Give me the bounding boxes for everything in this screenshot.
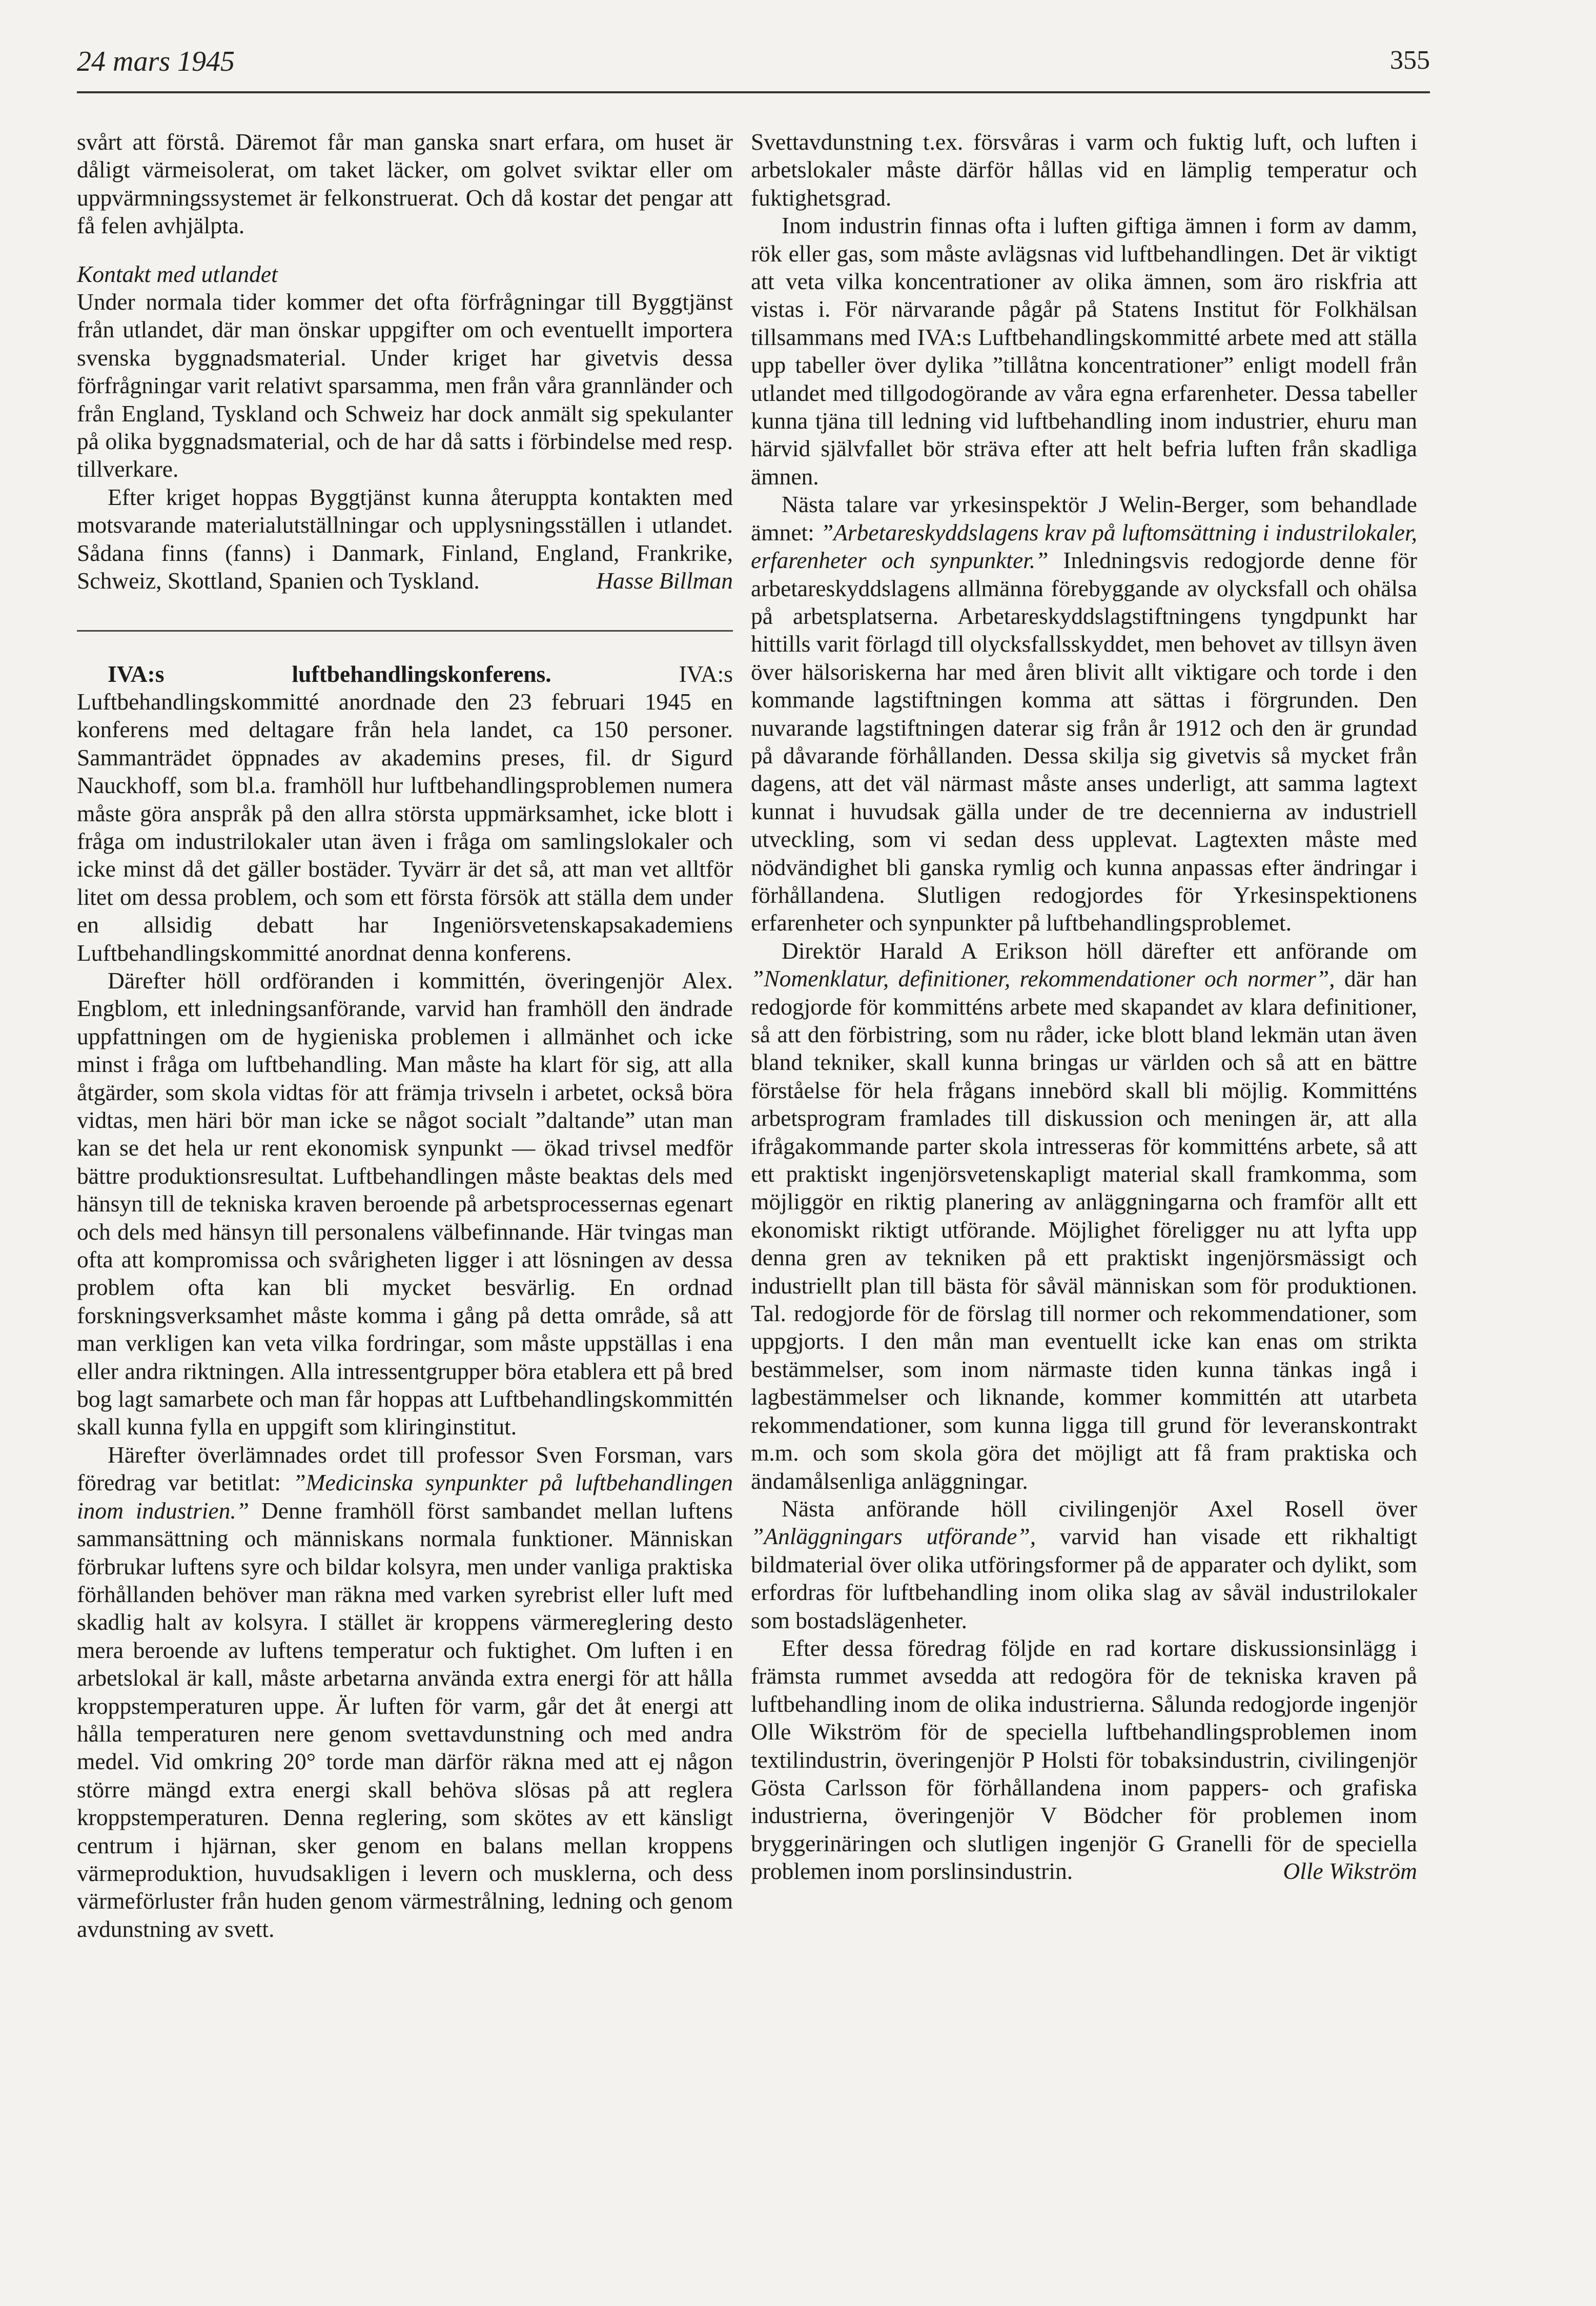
paragraph [77, 660, 733, 967]
issue-date: 24 mars 1945 [77, 46, 235, 77]
paragraph: Inom industrin finnas ofta i luften giftiga ämnen i form av damm, rök eller gas, som måste avlägsnas vid luftbehandlingen. Det är viktigt att veta vilka koncentrationer av olika ämnen, som äro riskfria att vistas i. För närvarande pågår på Statens Institut för Folkhälsan tillsammans med IVA:s Luftbehandlingskommitté arbete med att ställa upp tabeller över dylika ”tillåtna koncentrationer” enligt modell från utlandet med tillgodogörande av våra egna erfarenheter. Dessa tabeller kunna tjäna till ledning vid luftbehandling inom industrier, ehuru man härvid självfallet bör sträva efter att helt befria luften från skadliga ämnen. [751, 212, 1417, 490]
paragraph [751, 1634, 1417, 1886]
paragraph-text: IVA:s Luftbehandlingskommitté anordnade den 23 februari 1945 en konferens med deltagare från hela landet, ca 150 personer. Sammanträdet öppnades av akademins preses, fil. dr Sigurd Nauckhoff, som bl.a. framhöll hur luftbehandlingsproblemen numera måste göra anspråk på den allra största uppmärksamhet, icke blott i fråga om industrilokaler utan även i fråga om samlingslokaler och icke minst då det gäller bostäder. Tyvärr är det så, att man vet alltför litet om dessa problem, och som ett första försök att ställa dem under en allsidig debatt har Ingeniörsvetenskapsakademiens Luftbehandlingskommitté anordnat denna konferens. [77, 660, 733, 966]
paragraph-text: Härefter överlämnades ordet till professor Sven Forsman, vars föredrag var betitlat: [77, 1441, 733, 1496]
paragraph-text: varvid han visade ett rikhaltigt bildmaterial över olika utföringsformer på de apparater och dylikt, som erfordras för luftbehandling inom olika slag av såväl industrilokaler som bostadslägenheter. [751, 1523, 1417, 1633]
paragraph [751, 1495, 1417, 1634]
paragraph-text: Direktör Harald A Erikson höll därefter ett anförande om [782, 937, 1417, 964]
paragraph-text: Efter dessa föredrag följde en rad kortare diskussionsinlägg i främsta rummet avsedda att redogöra för de tekniska kraven på luftbehandling inom de olika industrierna. Sålunda redogjorde ingenjör Olle Wikström för de speciella luftbehandlingsproblemen inom textilindustrin, överingenjör P Holsti för tobaksindustrin, civilingenjör Gösta Carlsson för förhållandena inom pappers- och grafiska industrierna, överingenjör V Bödcher för problemen inom bryggerinäringen och slutligen ingenjör G Granelli för de speciella problemen inom porslinsindustrin. [751, 1634, 1417, 1885]
page-number: 355 [1390, 46, 1430, 75]
paragraph-text: Efter kriget hoppas Byggtjänst kunna återuppta kontakten med motsvarande materialutställningar och upplysningsställen i utlandet. Sådana finns (fanns) i Danmark, Finland, England, Frankrike, Schweiz, Skottland, Spanien och Tyskland. [77, 483, 733, 594]
paragraph-text: där han redogjorde för kommitténs arbete med skapandet av klara definitioner, så att den förbistring, som nu råder, icke blott bland lekmän utan även bland tekniker, skall kunna bringas ur världen och så att en bättre förståelse för hela frågans innebörd skall bli möjlig. Kommitténs arbetsprogram framlades till diskussion och meningen är, att alla ifrågakommande parter skola intresseras för kommitténs arbete, så att ett praktiskt ingenjörsvetenskapligt material skall framkomma, som möjliggör en riktig planering av anläggningarna och framför allt ett ekonomiskt riktigt utförande. Möjlighet föreligger nu att lyfta upp denna gren av tekniken på ett praktiskt ingenjörsmässigt och industriellt plan till bästa för såväl människan som för produktionen. Tal. redogjorde för de förslag till normer och rekommendationer, som uppgjorts. I den mån man eventuellt icke kan enas om strikta bestämmelser, som inom närmaste tiden kunna tänkas ingå i lagbestämmelser och liknande, kommer kommittén att utarbeta rekommendationer, som kunna ligga till grund för leveranskontrakt m.m. och som skola göra det möjligt att få fram praktiska och ändamålsenliga anläggningar. [751, 965, 1417, 1494]
paragraph-text: Denne framhöll först sambandet mellan luftens sammansättning och människans normala funktioner. Människan förbrukar luftens syre och bildar kolsyra, men under vanliga praktiska förhållanden behöver man räkna med varken syrebrist eller luft med skadlig halt av kolsyra. I stället är kroppens värmereglering desto mera beroende av luftens temperatur och fuktighet. Om luften i en arbetslokal är kall, måste arbetarna använda extra energi för att hålla kroppstemperaturen uppe. Är luften för varm, går det åt energi att hålla temperaturen nere genom svettavdunstning och med andra medel. Vid omkring 20° torde man därför räkna med att ej någon större mängd extra energi skall behöva slösas på att reglera kroppstemperaturen. Denna reglering, som skötes av ett känsligt centrum i hjärnan, sker genom en balans mellan kroppens värmeproduktion, huvudsakligen i levern och musklerna, och dess värmeförluster från huden genom värmestrålning, ledning och genom avdunstning av svett. [77, 1497, 733, 1942]
paragraph: svårt att förstå. Däremot får man ganska snart erfara, om huset är dåligt värmeisolerat, om taket läcker, om golvet sviktar eller om uppvärmningssystemet är felkonstruerat. Och då kostar det pengar att få felen avhjälpta. [77, 129, 733, 239]
lecture-title: ”Medicinska synpunkter på luftbehandlingen inom industrien.” [77, 1469, 733, 1524]
paragraph: Under normala tider kommer det ofta förfrågningar till Byggtjänst från utlandet, där man önskar uppgifter om och eventuellt importera svenska byggnadsmaterial. Under kriget har givetvis dessa förfrågningar varit relativt sparsamma, men från våra grannländer och från England, Tyskland och Schweiz har dock anmält sig spekulanter på olika byggnadsmaterial, och de har då satts i förbindelse med resp. tillverkare. [77, 289, 733, 482]
paragraph [77, 1441, 733, 1943]
paragraph [751, 491, 1417, 937]
lecture-title: ”Arbetareskyddslagens krav på luftomsättning i industrilokaler, erfarenheter och synpunkter.” [751, 519, 1417, 574]
author-signature: Hasse Billman [596, 568, 733, 594]
paragraph: Svettavdunstning t.ex. försvåras i varm och fuktig luft, och luften i arbetslokaler måste därför hållas vid en lämplig temperatur och fuktighetsgrad. [751, 129, 1417, 211]
right-column [751, 128, 1417, 1886]
paragraph-text: Inledningsvis redogjorde denne för arbetareskyddslagens allmänna förebyggande av olycksfall och ohälsa på arbetsplatserna. Arbetareskyddslagstiftningens tyngdpunkt har hittills varit förlagd till olycksfallsskyddet, men behovet av tillsyn även över hälsoriskerna har med åren blivit allt viktigare och torde i den kommande lagstiftningen komma att sättas i förgrunden. Den nuvarande lagstiftningen daterar sig från år 1912 och den är grundad på dåvarande förhållanden. Dessa skilja sig givetvis så mycket från dagens, att det väl närmast måste anses underligt, att samma lagtext kunnat i huvudsak gälla under de tre decennierna av industriell utveckling, som vi sedan dess upplevat. Lagtexten måste med nödvändighet bli ganska rymlig och kunna anpassas efter ändringar i förhållandena. Slutligen redogjordes för Yrkesinspektionens erfarenheter och synpunkter på luftbehandlingsproblemet. [751, 547, 1418, 936]
paragraph [77, 483, 733, 595]
article-divider [77, 630, 733, 632]
page-header [77, 45, 1430, 96]
paragraph-text: Nästa talare var yrkesinspektör J Welin-Berger, som behandlade ämnet: [751, 491, 1417, 545]
header-rule [77, 91, 1430, 93]
lecture-title: ”Anläggningars utförande”, [751, 1523, 1036, 1550]
lecture-title: ”Nomenklatur, definitioner, rekommendationer och normer”, [751, 965, 1335, 992]
paragraph: Därefter höll ordföranden i kommittén, överingenjör Alex. Engblom, ett inledningsanförande, varvid han framhöll den ändrade uppfattningen om de hygieniska problemen i allmänhet och icke minst i fråga om luftbehandling. Man måste ha klart för sig, att alla åtgärder, som skola vidtas för att främja trivseln i arbetet, också böra vidtas, men häri bör man icke se något socialt ”daltande” utan man kan se det hela ur rent ekonomisk synpunkt — ökad trivsel medför bättre produktionsresultat. Luftbehandlingen måste beaktas dels med hänsyn till de tekniska kraven beroende på arbetsprocessernas egenart och dels med hänsyn till personalens välbefinnande. Här tvingas man ofta att kompromissa och svårigheten ligger i att lösningen av dessa problem ofta kan bli mycket besvärlig. En ordnad forskningsverksamhet måste komma i gång på detta område, så att man verkligen kan veta vilka fordringar, som måste uppställas i ena eller andra riktningen. Alla intressentgrupper böra etablera ett på bred bog lagt samarbete och man får hoppas att Luftbehandlingskommittén skall kunna fylla en uppgift som kliringinstitut. [77, 967, 733, 1440]
paragraph-text: Nästa anförande höll civilingenjör Axel Rosell över [782, 1495, 1417, 1522]
article-title: IVA:s luftbehandlingskonferens. [108, 660, 551, 687]
left-column [77, 128, 733, 1943]
paragraph [751, 937, 1417, 1495]
section-heading-kontakt: Kontakt med utlandet [77, 260, 278, 287]
author-signature: Olle Wikström [1283, 1858, 1417, 1885]
